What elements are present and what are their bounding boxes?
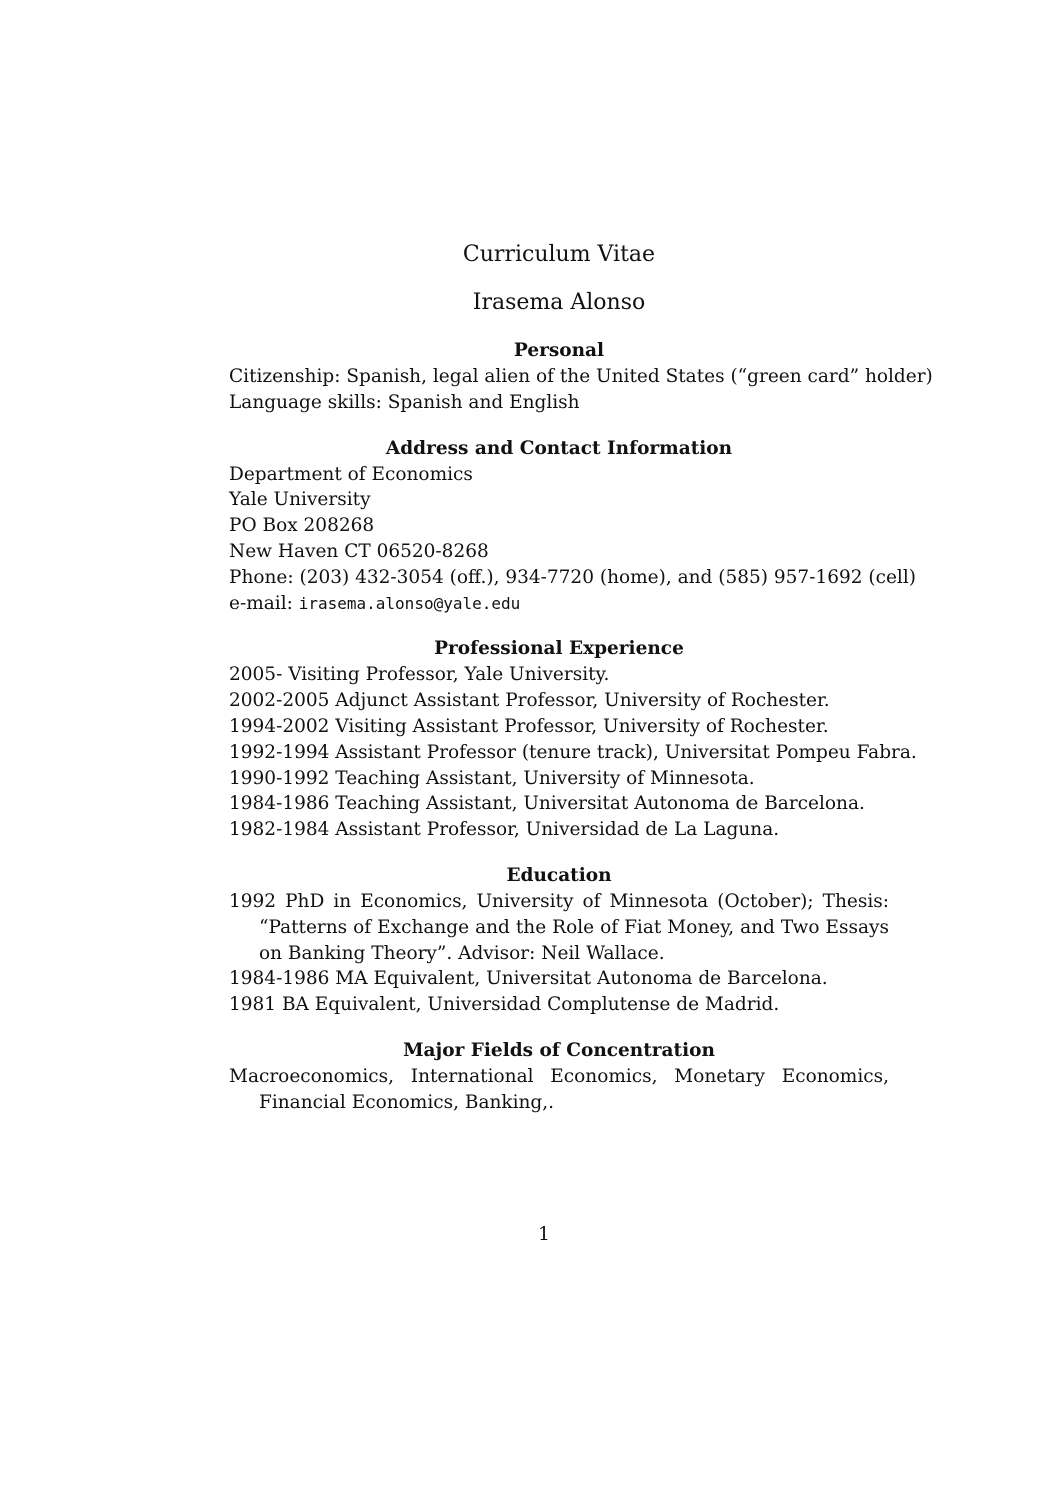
section-address [229,436,916,617]
experience-item: 1992-1994 Assistant Professor (tenure track), Universitat Pompeu Fabra. [229,741,917,763]
address-department: Department of Economics [229,463,473,485]
section-personal [229,338,933,416]
email-address[interactable]: irasema.alonso@yale.edu [298,593,521,613]
section-heading-address: Address and Contact Information [385,437,733,459]
experience-item: 1994-2002 Visiting Assistant Professor, University of Rochester. [229,715,829,737]
section-experience [229,636,917,843]
address-email-line [229,591,889,617]
education-item: 1992 PhD in Economics, University of Minnesota (October); Thesis: “Patterns of Exchange and the Role of Fiat Money, and Two Essays on Banking Theory”. Advisor: Neil Wallace. [229,890,889,964]
personal-languages: Language skills: Spanish and English [229,391,580,413]
author-name: Irasema Alonso [472,290,646,315]
personal-citizenship: Citizenship: Spanish, legal alien of the United States (“green card” holder) [229,366,933,387]
address-city: New Haven CT 06520-8268 [229,540,489,562]
page-number: 1 [538,1224,550,1245]
education-item: 1984-1986 MA Equivalent, Universitat Autonoma de Barcelona. [229,968,828,990]
experience-item: 2002-2005 Adjunct Assistant Professor, University of Rochester. [229,690,830,712]
section-heading-experience: Professional Experience [434,638,684,660]
experience-item: 1982-1984 Assistant Professor, Universidad de La Laguna. [229,819,780,841]
address-phone: Phone: (203) 432-3054 (off.), 934-7720 (home), and (585) 957-1692 (cell) [229,566,916,588]
experience-item: 2005- Visiting Professor, Yale University. [229,664,610,686]
address-university: Yale University [229,489,371,511]
document-title: Curriculum Vitae [462,242,656,267]
experience-item: 1984-1986 Teaching Assistant, Universitat Autonoma de Barcelona. [229,793,865,815]
education-item: 1981 BA Equivalent, Universidad Complutense de Madrid. [229,994,780,1016]
experience-item: 1990-1992 Teaching Assistant, University of Minnesota. [229,767,755,789]
section-heading-fields: Major Fields of Concentration [403,1039,715,1061]
section-heading-education: Education [506,864,612,886]
section-heading-personal: Personal [513,340,605,361]
email-label: e-mail: [229,592,299,614]
section-education [229,863,889,1018]
fields-text: Macroeconomics, International Economics, Monetary Economics, Financial Economics, Banking,. [229,1065,889,1113]
address-po-box: PO Box 208268 [229,515,375,537]
section-fields [229,1038,889,1116]
cv-content [229,240,933,1116]
